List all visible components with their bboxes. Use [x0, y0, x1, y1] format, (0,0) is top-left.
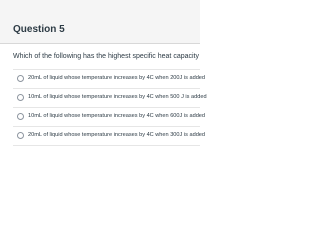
- answer-option-2[interactable]: [13, 89, 207, 108]
- radio-button[interactable]: [17, 75, 24, 82]
- answer-label[interactable]: 10mL of liquid whose temperature increases by 4C when 500 J is added: [28, 94, 207, 100]
- answer-label[interactable]: 20mL of liquid whose temperature increases by 4C when 200J is added: [28, 75, 206, 81]
- answer-option-1[interactable]: [13, 70, 206, 89]
- question-prompt: Which of the following has the highest specific heat capacity: [13, 53, 199, 60]
- radio-button[interactable]: [17, 113, 24, 120]
- radio-button[interactable]: [17, 132, 24, 139]
- question-header: [0, 0, 200, 44]
- question-title: Question 5: [13, 24, 65, 35]
- answer-option-4[interactable]: [13, 127, 206, 146]
- answer-list: [13, 69, 207, 146]
- answer-label[interactable]: 20mL of liquid whose temperature increases by 4C when 300J is added: [28, 132, 206, 138]
- radio-button[interactable]: [17, 94, 24, 101]
- answer-option-3[interactable]: [13, 108, 206, 127]
- answer-label[interactable]: 10mL of liquid whose temperature increases by 4C when 600J is added: [28, 113, 206, 119]
